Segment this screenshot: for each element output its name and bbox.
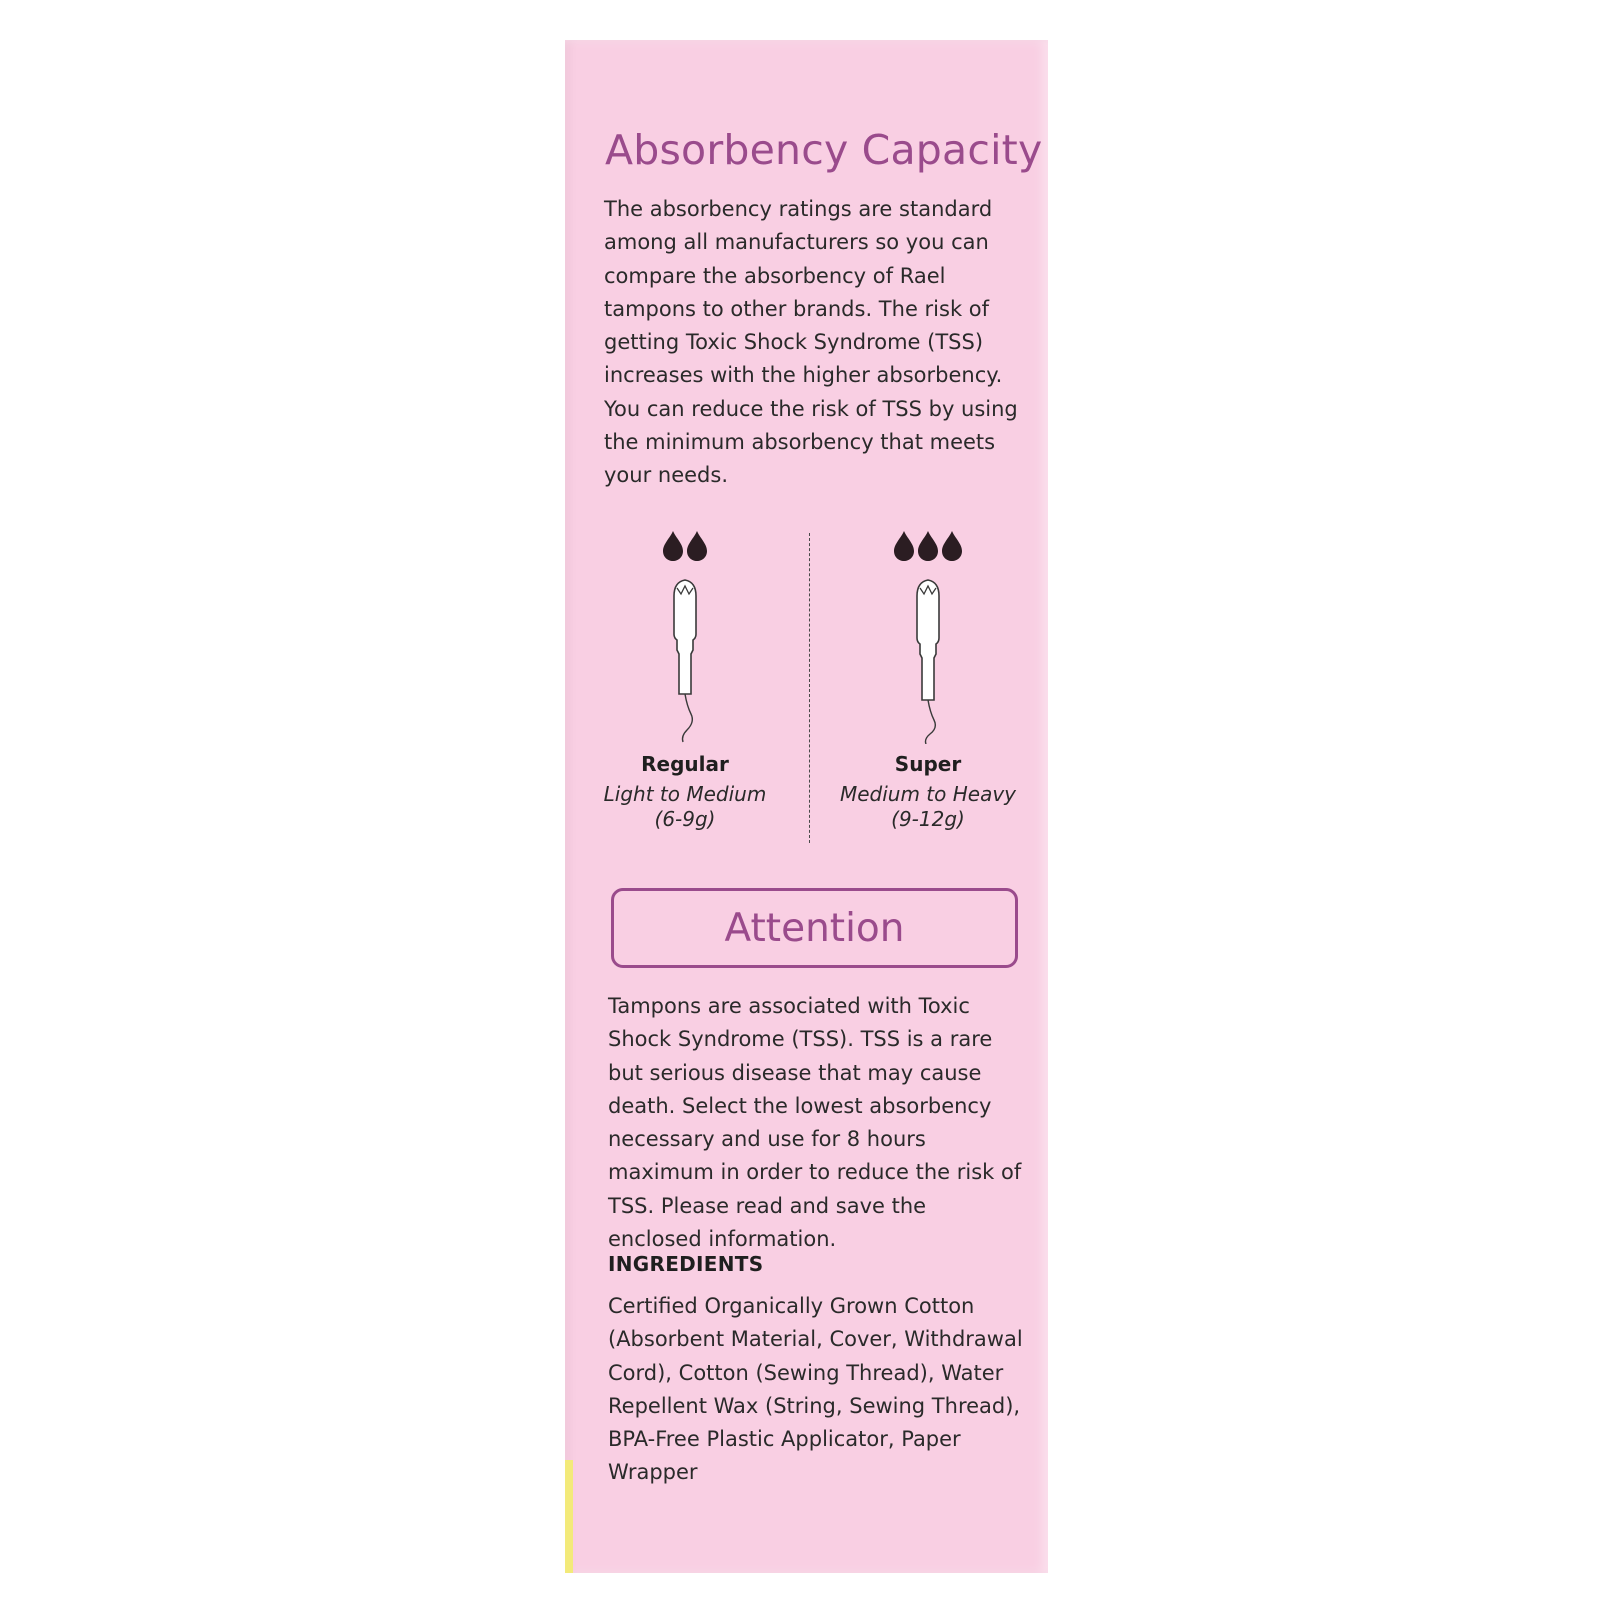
drops-super (813, 530, 1043, 566)
tampon-icon (655, 574, 715, 744)
tampon-icon (898, 574, 958, 744)
size-range: (6-9g) (654, 807, 716, 831)
size-super (813, 530, 1043, 832)
drop-icon (941, 530, 963, 562)
size-flow: Light to Medium (603, 782, 767, 806)
size-range: (9-12g) (891, 807, 965, 831)
column-divider (809, 533, 810, 843)
package-edge-strip (565, 1460, 573, 1573)
size-name: Super (894, 752, 962, 776)
size-regular (570, 530, 800, 832)
attention-label: Attention (724, 905, 905, 951)
intro-paragraph: The absorbency ratings are standard among all manufacturers so you can compare the absorbency of Rael tampons to other brands. The risk of getting Toxic Shock Syndrome (TSS) increases with the higher absorbency. You can reduce the risk of TSS by using the minimum absorbency that meets your needs. (604, 197, 1018, 488)
size-name: Regular (641, 752, 729, 776)
ingredients-list: Certified Organically Grown Cotton (Absorbent Material, Cover, Withdrawal Cord), Cotton (Sewing Thread), Water Repellent Wax (String, Sewing Thread), BPA-Free Plastic Applicator, Paper Wrapper (608, 1294, 1023, 1485)
page-title: Absorbency Capacity (605, 126, 1043, 174)
attention-box (611, 888, 1018, 968)
drop-icon (893, 530, 915, 562)
warning-paragraph: Tampons are associated with Toxic Shock Syndrome (TSS). TSS is a rare but serious disease that may cause death. Select the lowest absorbency necessary and use for 8 hours maximum in order to reduce the risk of TSS. Please read and save the enclosed information. (608, 994, 1022, 1252)
drop-icon (662, 530, 684, 562)
drop-icon (917, 530, 939, 562)
drop-icon (686, 530, 708, 562)
drops-regular (570, 530, 800, 566)
ingredients-heading: INGREDIENTS (608, 1252, 764, 1276)
size-flow: Medium to Heavy (839, 782, 1017, 806)
